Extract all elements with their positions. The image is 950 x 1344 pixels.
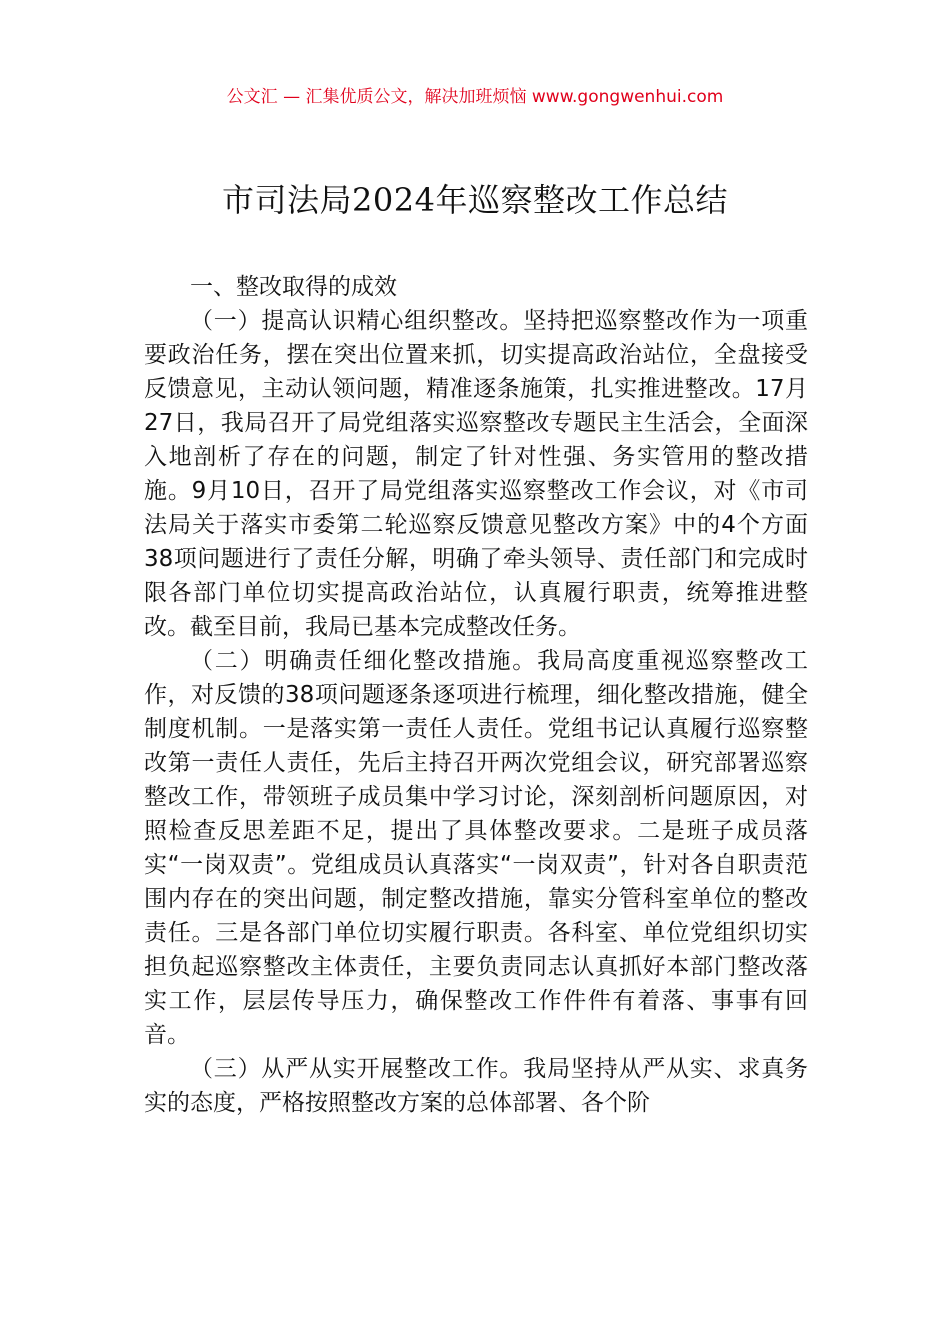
paragraph-3: （三）从严从实开展整改工作。我局坚持从严从实、求真务实的态度，严格按照整改方案的总体部署、各个阶 <box>144 1056 808 1116</box>
document-title: 市司法局2024年巡察整改工作总结 <box>222 181 728 219</box>
section-heading: 一、整改取得的成效 <box>190 274 397 300</box>
paragraph-2: （二）明确责任细化整改措施。我局高度重视巡察整改工作，对反馈的38项问题逐条逐项进行梳理，细化整改措施，健全制度机制。一是落实第一责任人责任。党组书记认真履行巡察整改第一责任人责任，先后主持召开两次党组会议，研究部署巡察整改工作，带领班子成员集中学习讨论，深刻剖析问题原因，对照检查反思差距不足，提出了具体整改要求。二是班子成员落实“一岗双责”。党组成员认真落实“一岗双责”，针对各自职责范围内存在的突出问题，制定整改措施，靠实分管科室单位的整改责任。三是各部门单位切实履行职责。各科室、单位党组织切实担负起巡察整改主体责任，主要负责同志认真抓好本部门整改落实工作，层层传导压力，确保整改工作件件有着落、事事有回音。 <box>144 648 808 1048</box>
header-watermark-note: 公文汇 — 汇集优质公文，解决加班烦恼 www.gongwenhui.com <box>226 87 724 107</box>
document-body <box>144 270 808 1120</box>
paragraph-1: （一）提高认识精心组织整改。坚持把巡察整改作为一项重要政治任务，摆在突出位置来抓，切实提高政治站位，全盘接受反馈意见，主动认领问题，精准逐条施策，扎实推进整改。17月27日，我局召开了局党组落实巡察整改专题民主生活会，全面深入地剖析了存在的问题，制定了针对性强、务实管用的整改措施。9月10日，召开了局党组落实巡察整改工作会议，对《市司法局关于落实市委第二轮巡察反馈意见整改方案》中的4个方面38项问题进行了责任分解，明确了牵头领导、责任部门和完成时限各部门单位切实提高政治站位，认真履行职责，统筹推进整改。截至目前，我局已基本完成整改任务。 <box>144 308 808 640</box>
